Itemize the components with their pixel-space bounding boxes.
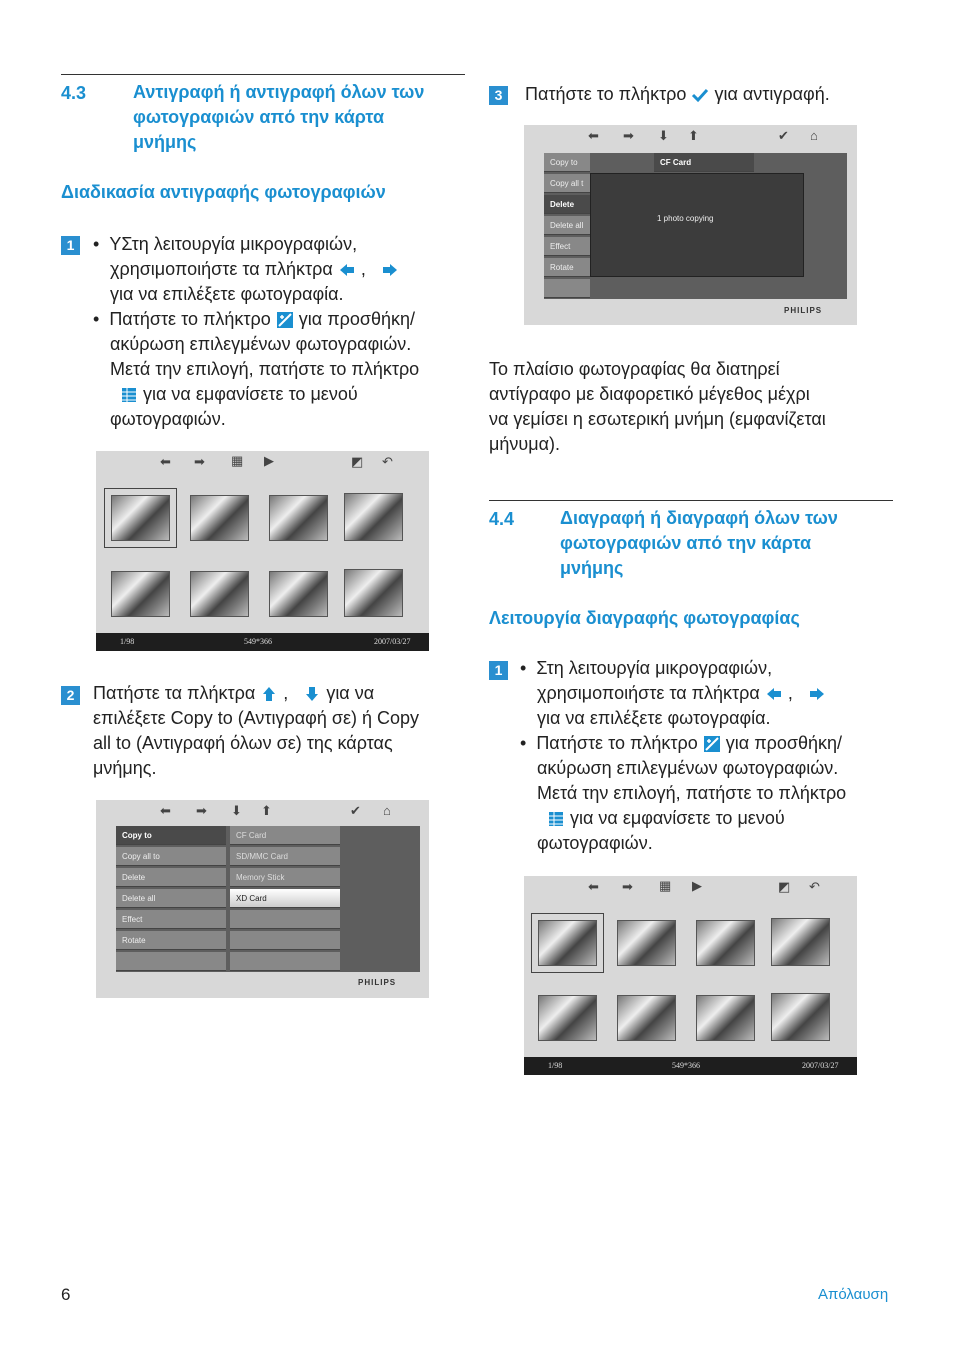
menu-item[interactable]: Copy to — [544, 153, 590, 172]
menu-item[interactable]: Delete all — [544, 216, 590, 235]
menu-item[interactable]: Copy all to — [116, 847, 226, 866]
menu-item[interactable]: Delete all — [116, 889, 226, 908]
left-arrow-icon — [338, 261, 356, 279]
menu-panel — [116, 826, 420, 972]
menu-item[interactable]: Effect — [116, 910, 226, 929]
info-paragraph: Το πλαίσιο φωτογραφίας θα διατηρεί αντίγραφο με διαφορετικό μέγεθος μέχρι να γεμίσει η εσωτερική μνήμη (εμφανίζεται μήνυμα). — [489, 359, 826, 454]
copy-menu-screenshot — [96, 800, 429, 998]
thumbnail — [269, 495, 328, 541]
up-arrow-icon: ⬆ — [261, 803, 272, 818]
step-number: 3 — [489, 86, 508, 105]
menu-item — [544, 279, 590, 298]
thumbnail — [771, 993, 830, 1041]
thumbnail — [190, 495, 249, 541]
left-arrow-icon — [765, 685, 783, 703]
right-arrow-icon: ➡ — [194, 454, 205, 469]
thumbnail-screenshot — [524, 876, 857, 1075]
menu-item[interactable]: CF Card — [654, 153, 754, 172]
select-icon — [276, 311, 294, 329]
section-title: Διαγραφή ή διαγραφή όλων των φωτογραφιών από την κάρτα μνήμης — [560, 508, 838, 578]
check-icon — [691, 86, 709, 104]
play-icon: ▶ — [264, 453, 274, 468]
right-arrow-icon: ➡ — [622, 879, 633, 894]
menu-item[interactable]: Delete — [116, 868, 226, 887]
copying-screenshot — [524, 125, 857, 325]
section-number: 4.3 — [61, 83, 87, 103]
thumbnail — [771, 918, 830, 966]
thumbnail — [696, 920, 755, 966]
step2-text: Πατήστε τα πλήκτρα , για να επιλέξετε Copy to (Αντιγραφή σε) ή Copy all to (Αντιγραφή όλων σε) της κάρτας μνήμης. — [93, 683, 419, 778]
thumbnail — [111, 571, 170, 617]
step-number: 1 — [61, 236, 80, 255]
menu-item[interactable]: XD Card — [230, 889, 340, 908]
menu-item — [230, 952, 340, 971]
status-bar: 1/98 549*366 2007/03/27 — [96, 633, 429, 651]
thumbnail — [617, 920, 676, 966]
thumbnail — [617, 995, 676, 1041]
section-number: 4.4 — [489, 509, 515, 529]
menu-item[interactable]: CF Card — [230, 826, 340, 845]
thumbnail — [190, 571, 249, 617]
menu-item[interactable]: Delete — [544, 195, 590, 214]
down-arrow-icon: ⬇ — [658, 128, 669, 143]
menu-item[interactable]: SD/MMC Card — [230, 847, 340, 866]
menu-item[interactable]: Rotate — [544, 258, 590, 277]
left-arrow-icon: ⬅ — [160, 454, 171, 469]
menu-item[interactable]: Copy to — [116, 826, 226, 845]
page-number: 6 — [61, 1285, 71, 1304]
back-icon: ↶ — [809, 879, 820, 894]
brand-logo: PHILIPS — [784, 306, 823, 315]
section-rule — [489, 500, 893, 501]
copy-message: 1 photo copying — [657, 214, 714, 223]
up-arrow-icon: ⬆ — [688, 128, 699, 143]
status-bar: 1/98 549*366 2007/03/27 — [524, 1057, 857, 1075]
menu-item — [230, 931, 340, 950]
select-icon: ◩ — [351, 454, 364, 469]
thumbnail — [344, 569, 403, 617]
section-title: Αντιγραφή ή αντιγραφή όλων των φωτογραφιών από την κάρτα μνήμης — [133, 82, 425, 152]
right-arrow-icon — [808, 685, 826, 703]
thumbnail — [344, 493, 403, 541]
menu-icon — [547, 810, 565, 828]
section-rule — [61, 74, 465, 75]
home-icon: ⌂ — [383, 803, 391, 818]
step-number: 2 — [61, 686, 80, 705]
play-icon: ▶ — [692, 878, 702, 893]
right-arrow-icon — [381, 261, 399, 279]
thumbnail — [269, 571, 328, 617]
footer-section: Απόλαυση — [818, 1286, 889, 1303]
confirm-icon: ✔ — [778, 128, 789, 143]
up-arrow-icon — [260, 685, 278, 703]
step3-text: Πατήστε το πλήκτρο για αντιγραφή. — [525, 84, 830, 104]
select-icon: ◩ — [778, 879, 791, 894]
home-icon: ⌂ — [810, 128, 818, 143]
menu-panel — [544, 153, 847, 299]
select-icon — [703, 735, 721, 753]
down-arrow-icon — [303, 685, 321, 703]
menu-item — [116, 952, 226, 971]
left-arrow-icon: ⬅ — [588, 879, 599, 894]
left-arrow-icon: ⬅ — [160, 803, 171, 818]
step-number: 1 — [489, 661, 508, 680]
menu-icon — [120, 386, 138, 404]
left-arrow-icon: ⬅ — [588, 128, 599, 143]
thumbnail — [696, 995, 755, 1041]
menu-item[interactable]: Effect — [544, 237, 590, 256]
thumbnail — [111, 495, 170, 541]
copy-dialog — [590, 173, 804, 277]
confirm-icon: ✔ — [350, 803, 361, 818]
back-icon: ↶ — [382, 454, 393, 469]
step1-text: • Στη λειτουργία μικρογραφιών, χρησιμοποιήστε τα πλήκτρα , για να επιλέξετε φωτογραφία. • Πατήστε το πλήκτρο για προσθήκη/ ακύρωση επιλεγμένων φωτογραφιών. Μετά την επιλογή, πατήστε το πλήκτρο για να εμφανίσετε το μενού φωτογραφιών. — [520, 658, 847, 853]
step1-text: • ΥΣτη λειτουργία μικρογραφιών, χρησιμοποιήστε τα πλήκτρα , για να επιλέξετε φωτογραφία. • Πατήστε το πλήκτρο για προσθήκη/ ακύρωση επιλεγμένων φωτογραφιών. Μετά την επιλογή, πατήστε το πλήκτρο για να εμφανίσετε το μενού φωτογραφιών. — [93, 234, 420, 429]
brand-logo: PHILIPS — [358, 978, 397, 987]
subheading: Λειτουργία διαγραφής φωτογραφίας — [489, 608, 800, 628]
menu-icon: ▦ — [231, 453, 244, 468]
down-arrow-icon: ⬇ — [231, 803, 242, 818]
thumbnail — [538, 920, 597, 966]
thumbnail — [538, 995, 597, 1041]
right-arrow-icon: ➡ — [623, 128, 634, 143]
menu-item[interactable]: Copy all t — [544, 174, 590, 193]
menu-icon: ▦ — [659, 878, 672, 893]
subheading: Διαδικασία αντιγραφής φωτογραφιών — [61, 182, 386, 202]
right-arrow-icon: ➡ — [196, 803, 207, 818]
menu-item — [230, 910, 340, 929]
menu-item[interactable]: Memory Stick — [230, 868, 340, 887]
thumbnail-screenshot — [96, 451, 429, 651]
menu-item[interactable]: Rotate — [116, 931, 226, 950]
